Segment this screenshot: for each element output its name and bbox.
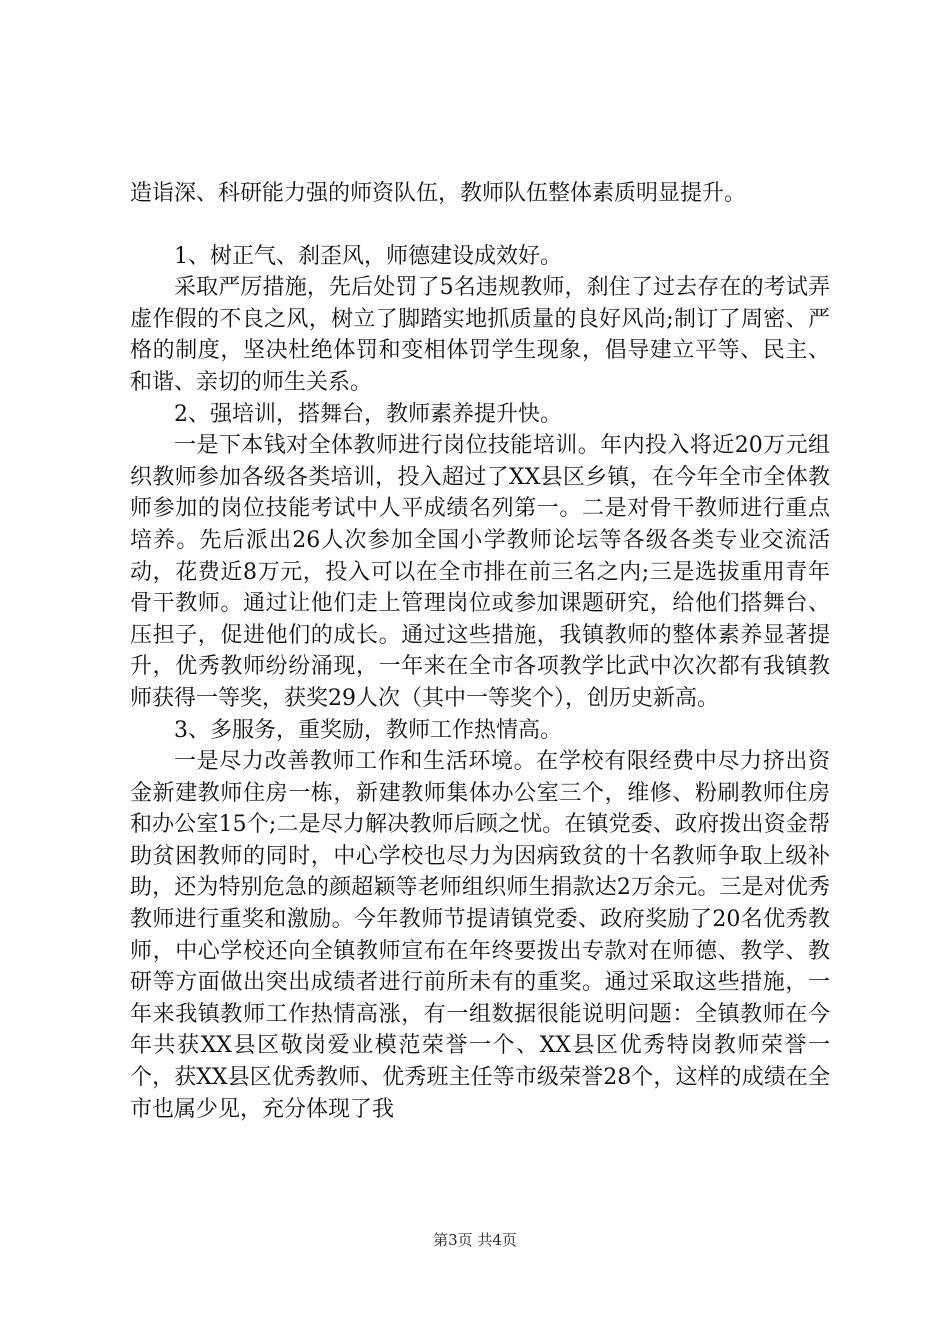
section-heading-2: 2、强培训，搭舞台，教师素养提升快。: [174, 401, 562, 427]
paragraph: 一是下本钱对全体教师进行岗位技能培训。年内投入将近20万元组织教师参加各级各类培训，投入超过了XX县区乡镇，在今年全市全体教师参加的岗位技能考试中人平成绩名列第一。二是对骨干教师进行重点培养。先后派出26人次参加全国小学教师论坛等各级各类专业交流活动，花费近8万元，投入可以在全市排在前三名之内;三是选拔重用青年骨干教师。通过让他们走上管理岗位或参加课题研究，给他们搭舞台、压担子，促进他们的成长。通过这些措施，我镇教师的整体素养显著提升，优秀教师纷纷涌现，一年来在全市各项教学比武中次次都有我镇教师获得一等奖，获奖29人次（其中一等奖个），创历史新高。: [130, 433, 830, 711]
page-footer: 第3页 共4页: [433, 1231, 517, 1249]
paragraph-continuation: 造诣深、科研能力强的师资队伍，教师队伍整体素质明显提升。: [130, 181, 747, 206]
section-heading-1: 1、树正气、刹歪风，师德建设成效好。: [174, 243, 562, 269]
paragraph: 采取严厉措施，先后处罚了5名违规教师，刹住了过去存在的考试弄虚作假的不良之风，树立了脚踏实地抓质量的良好风尚;制订了周密、严格的制度，坚决杜绝体罚和变相体罚学生现象，倡导建立平等、民主、和谐、亲切的师生关系。: [130, 275, 830, 395]
section-heading-3: 3、多服务，重奖励，教师工作热情高。: [174, 717, 562, 743]
document-body: [130, 178, 830, 1125]
paragraph: 一是尽力改善教师工作和生活环境。在学校有限经费中尽力挤出资金新建教师住房一栋，新建教师集体办公室三个，维修、粉刷教师住房和办公室15个;二是尽力解决教师后顾之忧。在镇党委、政府拨出资金帮助贫困教师的同时，中心学校也尽力为因病致贫的十名教师争取上级补助，还为特别危急的颜超颖等老师组织师生捐款达2万余元。三是对优秀教师进行重奖和激励。今年教师节提请镇党委、政府奖励了20名优秀教师，中心学校还向全镇教师宣布在年终要拨出专款对在师德、教学、教研等方面做出突出成绩者进行前所未有的重奖。通过采取这些措施，一年来我镇教师工作热情高涨，有一组数据很能说明问题：全镇教师在今年共获XX县区敬岗爱业模范荣誉一个、XX县区优秀特岗教师荣誉一个，获XX县区优秀教师、优秀班主任等市级荣誉28个，这样的成绩在全市也属少见，充分体现了我: [130, 749, 830, 1122]
